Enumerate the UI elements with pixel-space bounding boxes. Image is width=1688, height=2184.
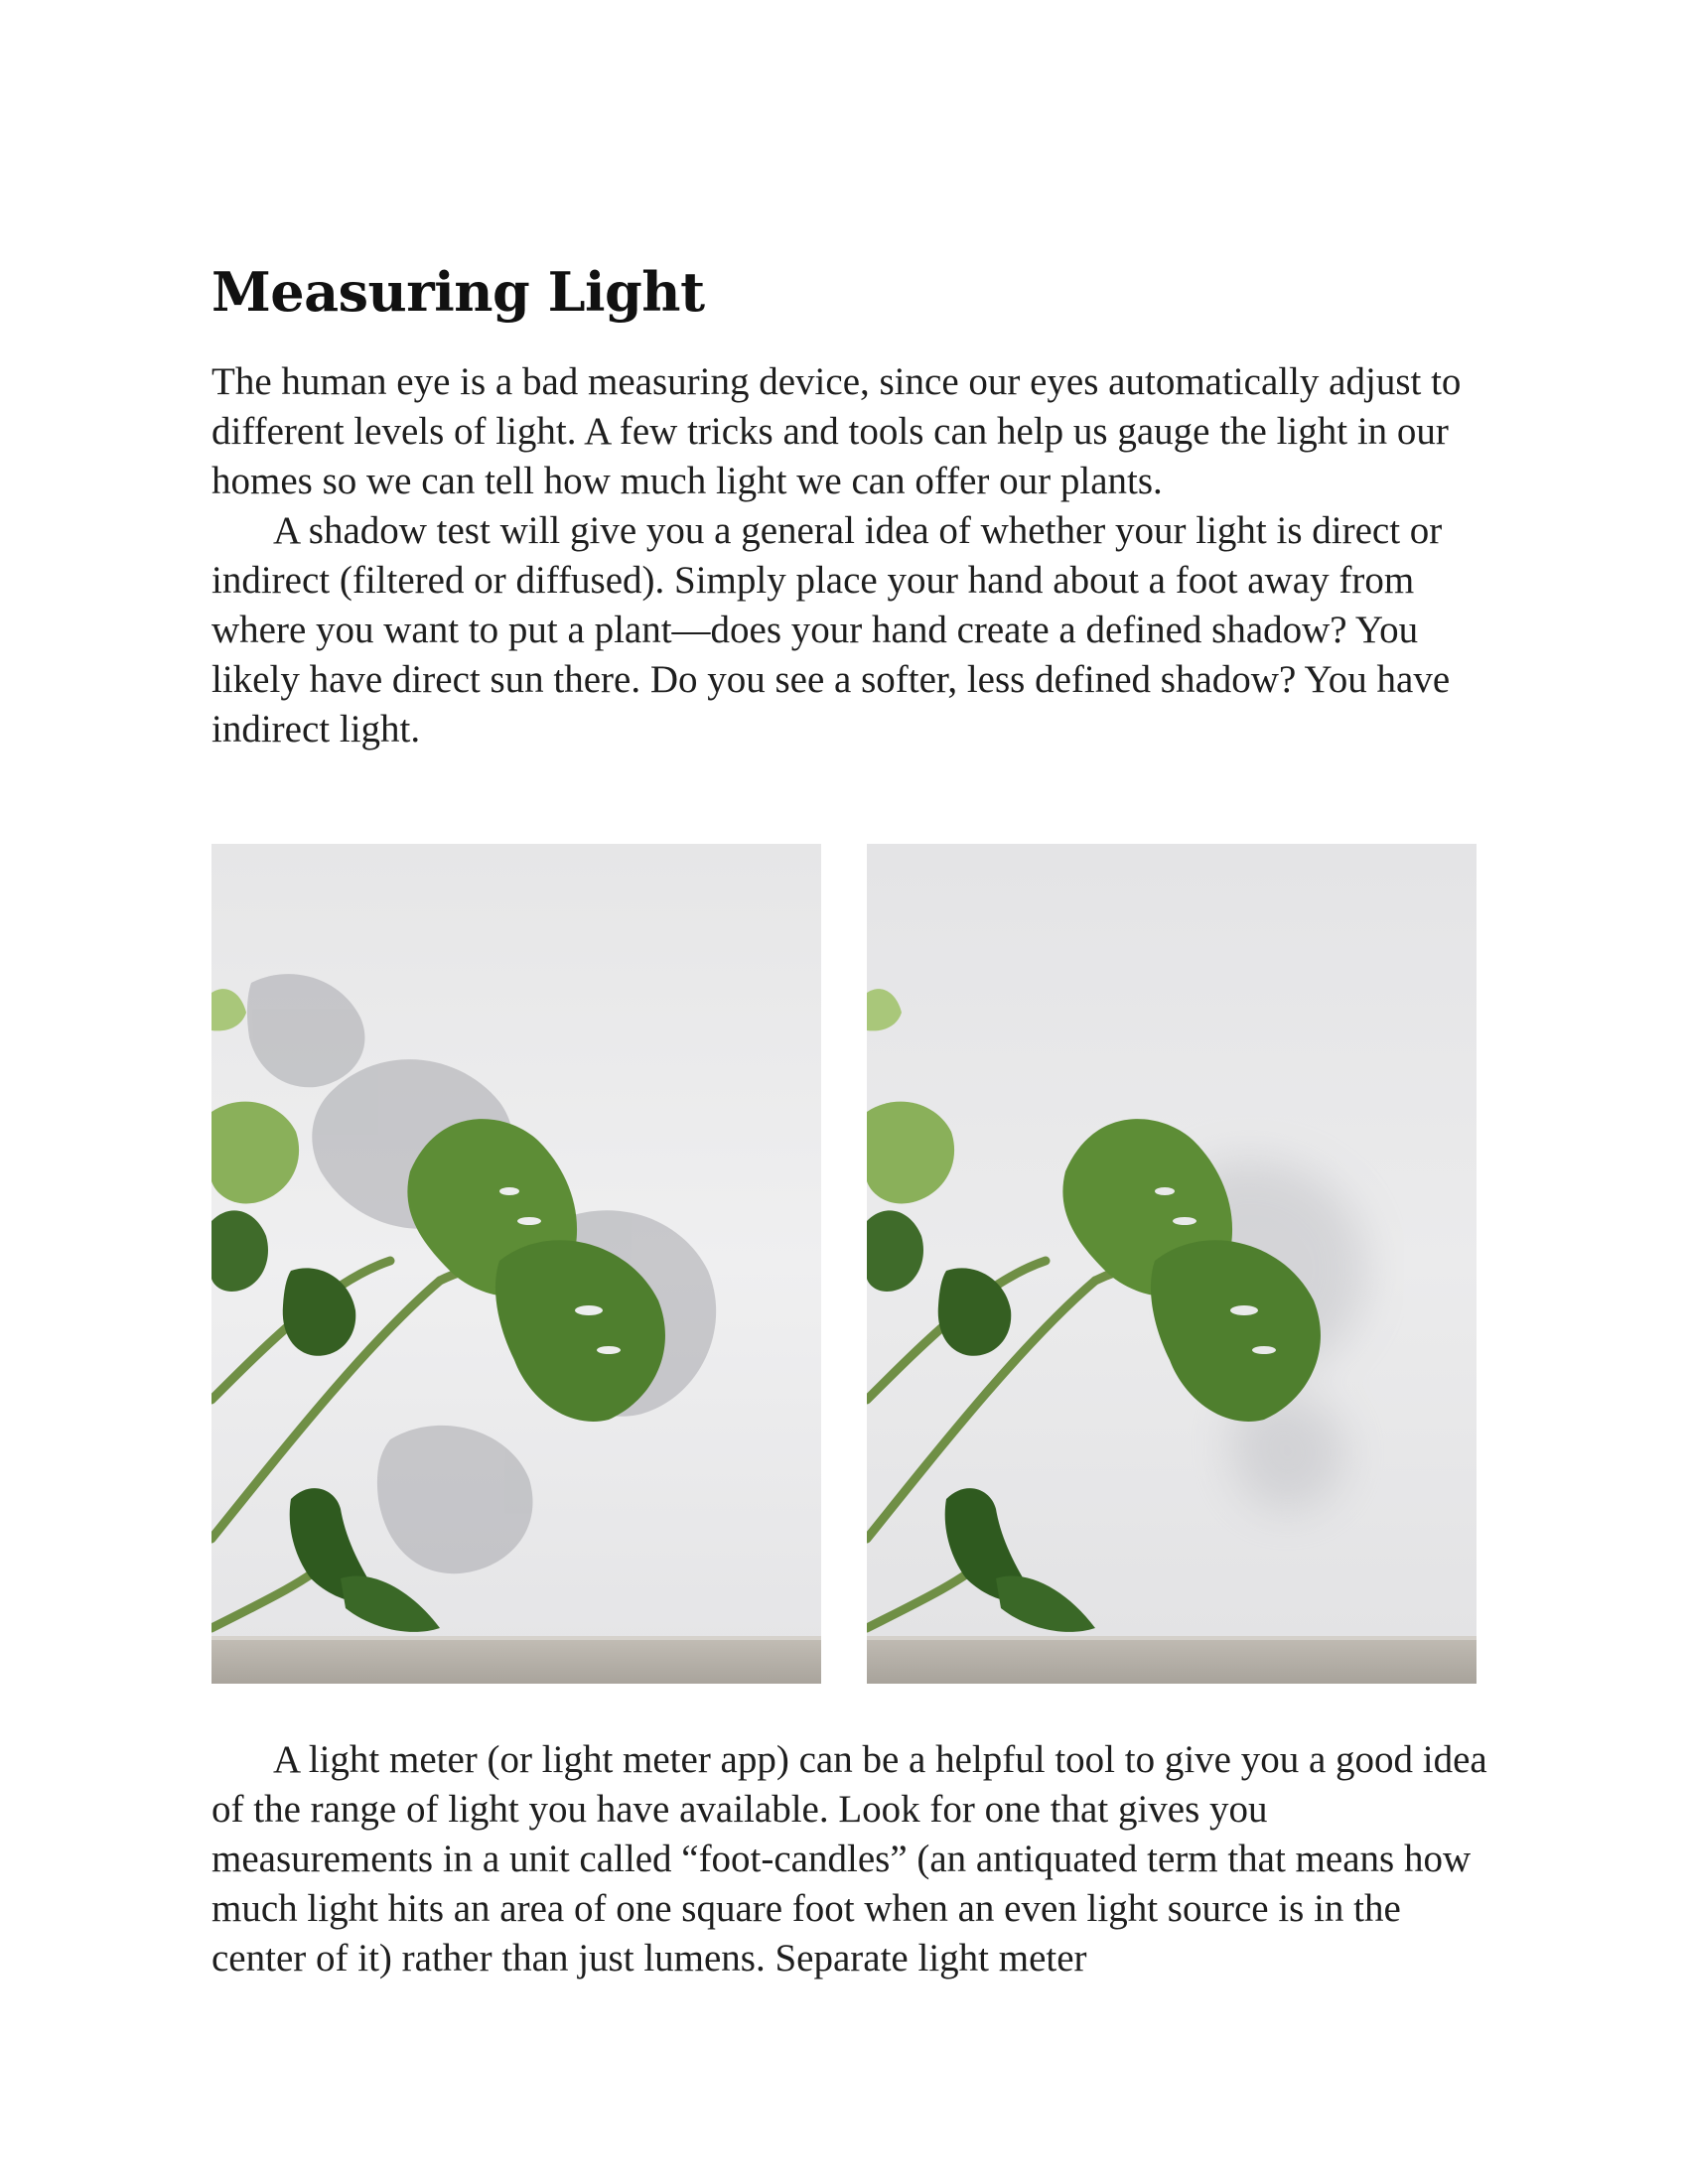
monstera-plant-photo-icon (211, 844, 821, 1684)
monstera-plant-photo-icon (867, 844, 1477, 1684)
paragraph-shadow-test: A shadow test will give you a general idea of whether your light is direct or indirect (filtered or diffused). Simply place your hand about a foot away from where you want to put a plant—does your hand create a defined shadow? You likely have direct sun there. Do you see a softer, less defined shadow? You have indirect light. (211, 509, 1451, 751)
paragraph-light-meter: A light meter (or light meter app) can be a helpful tool to give you a good idea of the range of light you have available. Look for one that gives you measurements in a unit called “foot-candles” (an antiquated term that means how much light hits an area of one square foot when an even light source is in the center of it) rather than just lumens. Separate light meter (211, 1738, 1487, 1979)
intro-text-block (211, 357, 1492, 754)
page-title: Measuring Light (211, 260, 705, 324)
light-meter-text-block (211, 1735, 1492, 1983)
photo-direct-light-shadow (211, 844, 821, 1684)
paragraph-human-eye: The human eye is a bad measuring device, since our eyes automatically adjust to different levels of light. A few tricks and tools can help us gauge the light in our homes so we can tell how much light we can offer our plants. (211, 360, 1462, 502)
photo-indirect-light-shadow (867, 844, 1477, 1684)
